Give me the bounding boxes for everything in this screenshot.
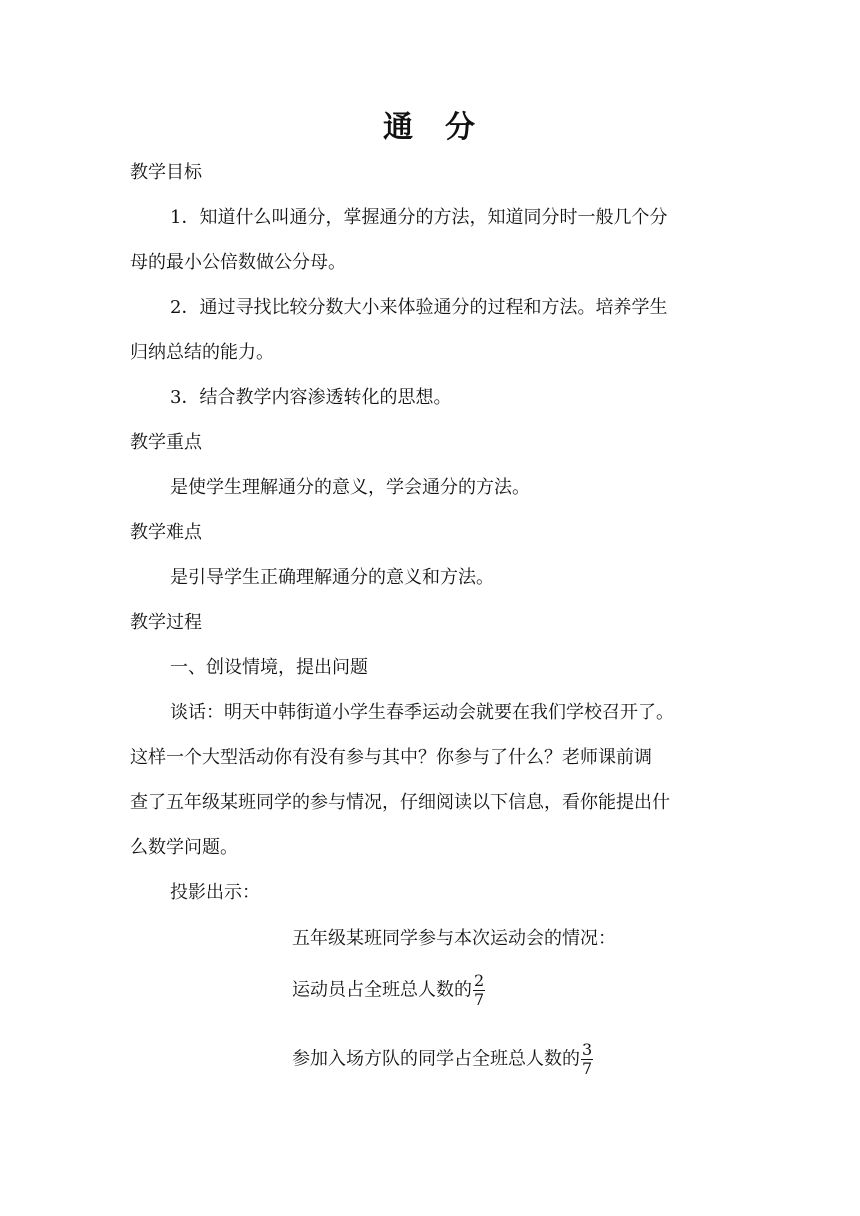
fraction-2-7 (473, 972, 485, 1009)
projection-item-2-text: 参加入场方队的同学占全班总人数的 (292, 1048, 580, 1070)
title-char-1: 通 (383, 110, 415, 145)
goal-1-line-2: 母的最小公倍数做公分母。 (130, 252, 346, 273)
difficulty-text: 是引导学生正确理解通分的意义和方法。 (170, 567, 494, 588)
page-title (0, 106, 860, 150)
difficulty-heading: 教学难点 (130, 522, 202, 543)
projection-intro: 五年级某班同学参与本次运动会的情况： (292, 928, 616, 949)
projection-item-1-text: 运动员占全班总人数的 (292, 979, 472, 1001)
projection-item-1 (292, 972, 860, 1009)
projection-label: 投影出示： (170, 882, 260, 903)
process-heading: 教学过程 (130, 612, 202, 633)
fraction-numerator: 2 (474, 971, 485, 990)
fraction-denominator: 7 (474, 990, 485, 1009)
goal-2-line-2: 归纳总结的能力。 (130, 342, 274, 363)
talk-line-2: 这样一个大型活动你有没有参与其中？你参与了什么？老师课前调 (130, 747, 652, 768)
fraction-numerator: 3 (582, 1040, 593, 1059)
key-text: 是使学生理解通分的意义，学会通分的方法。 (170, 477, 530, 498)
projection-item-2 (292, 1041, 860, 1078)
goal-2-line-1: 2．通过寻找比较分数大小来体验通分的过程和方法。培养学生 (170, 297, 668, 318)
key-heading: 教学重点 (130, 432, 202, 453)
title-char-2: 分 (445, 110, 477, 145)
talk-line-1: 谈话：明天中韩街道小学生春季运动会就要在我们学校召开了。 (170, 702, 674, 723)
goals-heading: 教学目标 (130, 162, 202, 183)
fraction-3-7 (581, 1041, 593, 1078)
fraction-denominator: 7 (582, 1059, 593, 1078)
talk-line-3: 查了五年级某班同学的参与情况，仔细阅读以下信息，看你能提出什 (130, 792, 670, 813)
talk-line-4: 么数学问题。 (130, 837, 238, 858)
goal-3: 3．结合教学内容渗透转化的思想。 (170, 387, 452, 408)
step-1-heading: 一、创设情境，提出问题 (170, 657, 368, 678)
goal-1-line-1: 1．知道什么叫通分，掌握通分的方法，知道同分时一般几个分 (170, 207, 668, 228)
